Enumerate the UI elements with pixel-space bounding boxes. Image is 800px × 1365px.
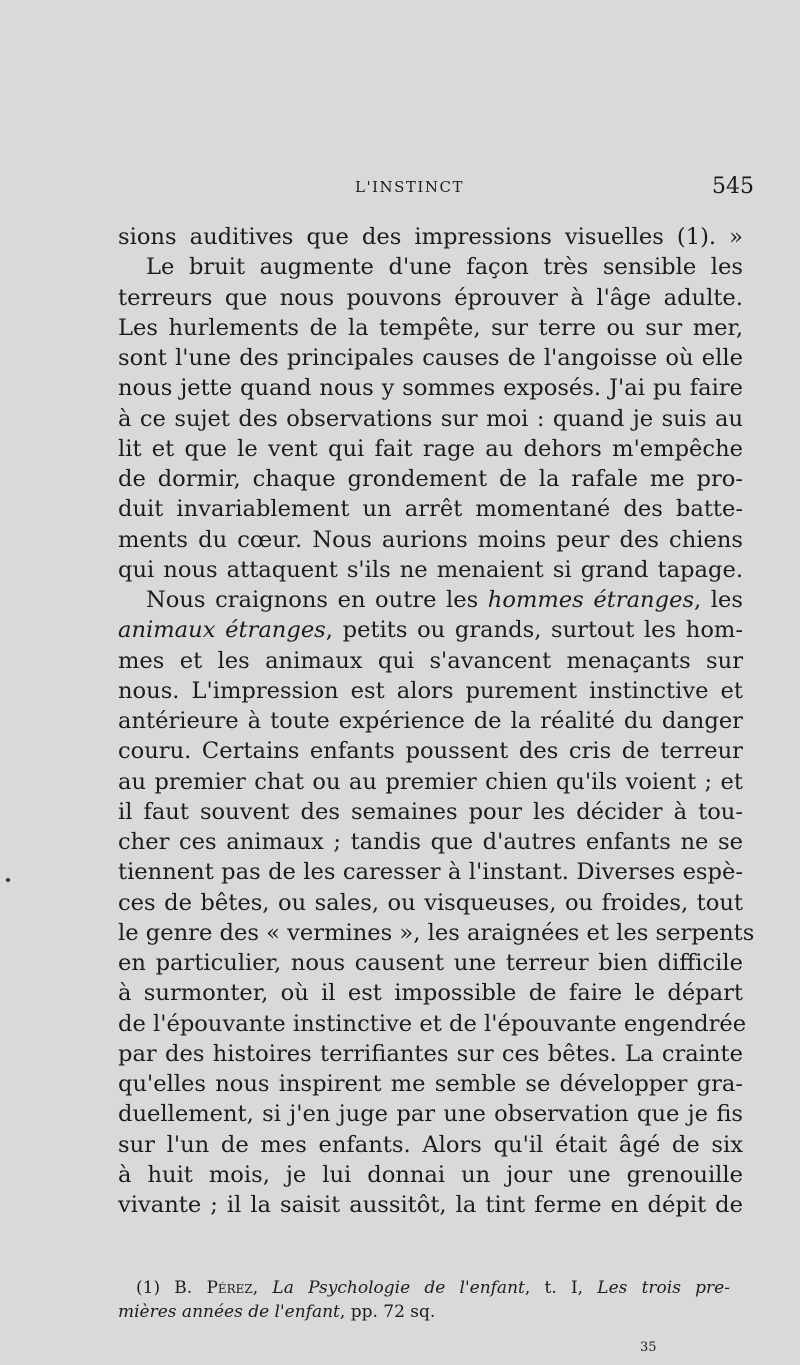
text-line: en particulier, nous causent une terreur bien difficile xyxy=(118,950,743,976)
italic-phrase: hommes étranges xyxy=(487,587,695,613)
text-line: qui nous attaquent s'ils ne menaient si grand tapage. xyxy=(118,556,743,583)
footnote-marker: (1) B. xyxy=(136,1278,207,1298)
text-line: nous jette quand nous y sommes exposés. J'ai pu faire xyxy=(118,375,743,402)
footnote-author: Pérez xyxy=(206,1278,253,1298)
italic-phrase: animaux étranges xyxy=(118,617,326,644)
page-number: 545 xyxy=(712,174,754,199)
text-line: vivante ; il la saisit aussitôt, la tint ferme en dépit de xyxy=(118,1192,743,1218)
text-line: tiennent pas de les caresser à l'instant. Diverses espè- xyxy=(118,859,743,886)
text-line: couru. Certains enfants poussent des cris de terreur xyxy=(118,738,743,765)
text-line: qu'elles nous inspirent me semble se développer gra- xyxy=(118,1071,743,1097)
text-line: à surmonter, où il est impossible de faire le départ xyxy=(118,980,743,1007)
text-line: terreurs que nous pouvons éprouver à l'âge adulte. xyxy=(118,284,743,311)
text-line: à ce sujet des observations sur moi : quand je suis au xyxy=(118,405,743,432)
text-line xyxy=(118,585,743,615)
text-line: sions auditives que des impressions visuelles (1). » xyxy=(118,224,743,250)
footnote-title: La Psychologie de l'enfant xyxy=(272,1278,525,1298)
text-line: Le bruit augmente d'une façon très sensible les xyxy=(146,254,743,281)
margin-dot xyxy=(6,878,10,882)
footnote-title: mières années de l'enfant xyxy=(118,1302,340,1322)
signature-mark: 35 xyxy=(640,1340,657,1355)
footnote xyxy=(118,1276,730,1324)
footnote-line xyxy=(118,1300,730,1324)
text-line xyxy=(118,615,743,645)
text-line: antérieure à toute expérience de la réalité du danger xyxy=(118,708,743,734)
text-line: de dormir, chaque grondement de la rafale me pro- xyxy=(118,466,743,492)
text-line: ces de bêtes, ou sales, ou visqueuses, ou froides, tout xyxy=(118,889,743,916)
text-line: duit invariablement un arrêt momentané des batte- xyxy=(118,496,743,523)
text-line: par des histoires terrifiantes sur ces bêtes. La crainte xyxy=(118,1040,743,1067)
text-line: ments du cœur. Nous aurions moins peur des chiens xyxy=(118,526,743,553)
text-run: Nous craignons en outre les xyxy=(146,587,488,613)
text-line: cher ces animaux ; tandis que d'autres enfants ne se xyxy=(118,829,743,855)
footnote-title: Les trois pre- xyxy=(597,1278,730,1298)
text-line: Les hurlements de la tempête, sur terre ou sur mer, xyxy=(118,314,743,341)
footnote-text: , t. I, xyxy=(524,1278,598,1298)
text-run: , les xyxy=(694,587,743,613)
running-title: L'INSTINCT xyxy=(355,178,464,196)
text-line: sont l'une des principales causes de l'angoisse où elle xyxy=(118,345,743,371)
text-line: nous. L'impression est alors purement instinctive et xyxy=(118,677,743,704)
footnote-text: , xyxy=(252,1278,273,1298)
text-line: il faut souvent des semaines pour les décider à tou- xyxy=(118,798,743,825)
text-line: à huit mois, je lui donnai un jour une grenouille xyxy=(118,1161,743,1188)
text-line: mes et les animaux qui s'avancent menaçants sur xyxy=(118,647,743,674)
text-line: de l'épouvante instinctive et de l'épouvante engendrée xyxy=(118,1010,747,1037)
running-header xyxy=(0,174,800,208)
text-line: duellement, si j'en juge par une observation que je fis xyxy=(118,1101,743,1128)
footnote-pages: , pp. 72 sq. xyxy=(339,1302,436,1322)
text-line: sur l'un de mes enfants. Alors qu'il était âgé de six xyxy=(118,1131,743,1158)
text-line: le genre des « vermines », les araignées et les serpents xyxy=(118,919,755,946)
text-line: lit et que le vent qui fait rage au dehors m'empêche xyxy=(118,435,743,462)
text-run: , petits ou grands, surtout les hom- xyxy=(325,617,743,644)
body-text xyxy=(118,222,755,1220)
footnote-line xyxy=(118,1276,730,1300)
text-line: au premier chat ou au premier chien qu'ils voient ; et xyxy=(118,768,743,795)
